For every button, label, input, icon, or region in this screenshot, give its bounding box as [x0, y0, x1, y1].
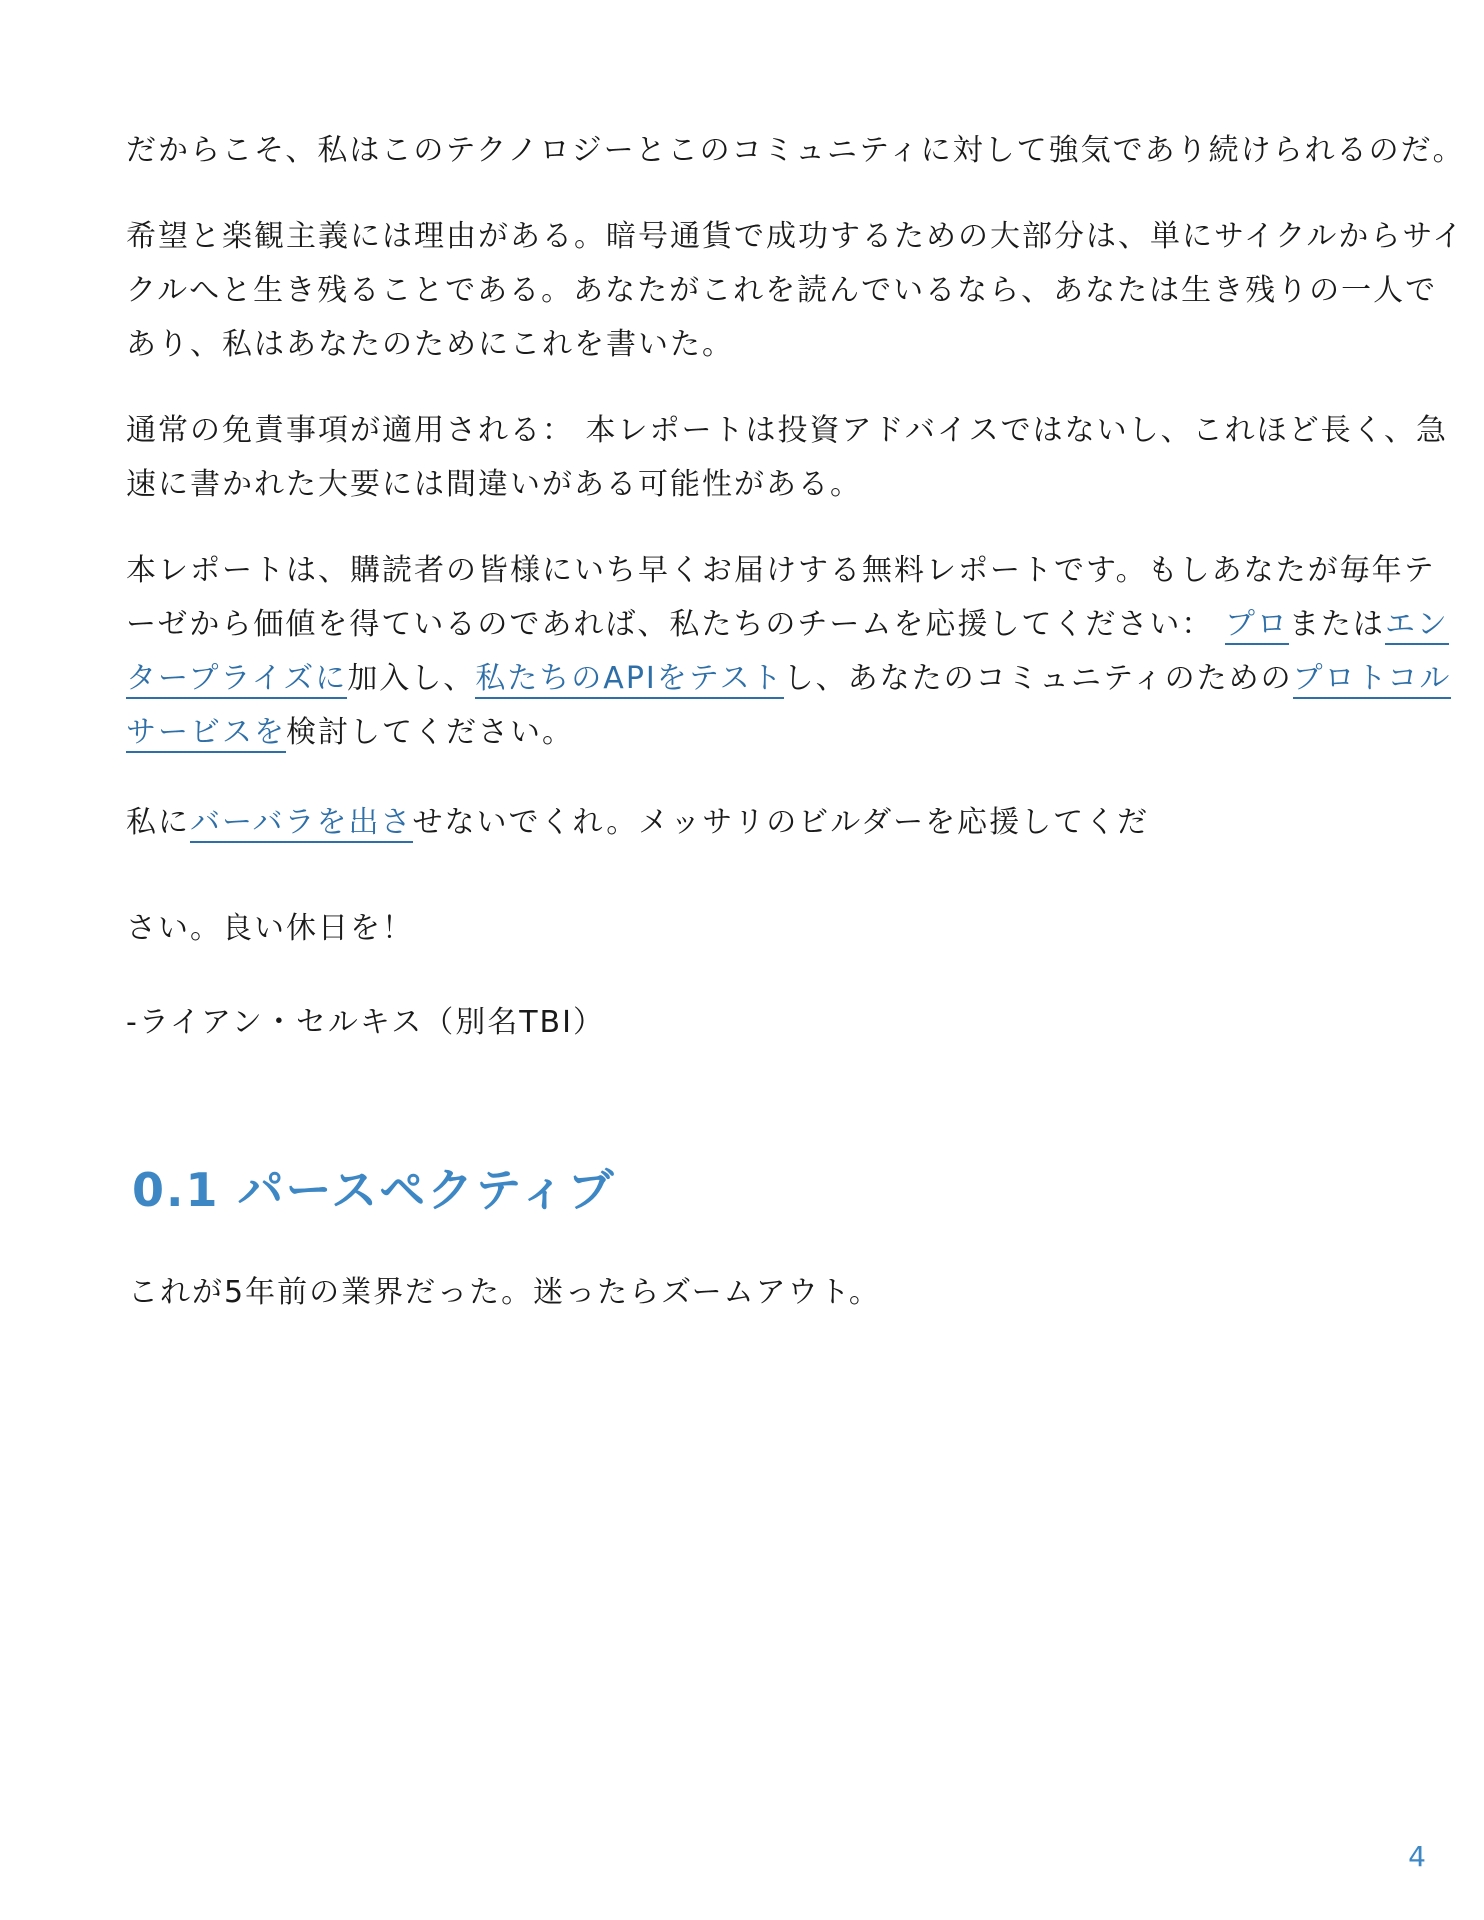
paragraph-barbara-continued: さい。良い休日を！ [126, 911, 414, 946]
page-number: 4 [1408, 1840, 1426, 1873]
report-text-3: 加入し、 [347, 661, 476, 696]
enterprise-link[interactable]: エンタープライズに [126, 607, 1449, 699]
report-text-1: 本レポートは、購読者の皆様にいち早くお届けする無料レポートです。もしあなたが毎年テーゼから価値を得ているのであれば、私たちのチームを応援してください： [126, 553, 1436, 642]
report-text-2: または [1288, 607, 1385, 642]
paragraph-intro: だからこそ、私はこのテクノロジーとこのコミュニティに対して強気であり続けられるのだ。 [126, 133, 1465, 168]
barbara-text-2: せないでくれ。メッサリのビルダーを応援してくだ [412, 805, 1150, 840]
paragraph-report [126, 544, 1466, 760]
pro-link[interactable]: プロ [1225, 607, 1289, 645]
api-test-link[interactable]: 私たちのAPIをテスト [475, 661, 783, 699]
report-text-4: し、あなたのコミュニティのための [783, 661, 1293, 696]
barbara-text-1: 私に [126, 805, 190, 840]
protocol-services-link[interactable]: プロトコルサービスを [126, 661, 1451, 753]
barbara-link[interactable]: バーバラを出さ [190, 805, 413, 843]
paragraph-disclaimer: 通常の免責事項が適用される： 本レポートは投資アドバイスではないし、これほど長く、急速に書かれた大要には間違いがある可能性がある。 [126, 413, 1449, 502]
paragraph-hope: 希望と楽観主義には理由がある。暗号通貨で成功するための大部分は、単にサイクルからサイクルへと生き残ることである。あなたがこれを読んでいるなら、あなたは生き残りの一人であり、私はあなたのためにこれを書いた。 [126, 219, 1465, 362]
signoff: -ライアン・セルキス（別名TBI） [126, 1005, 605, 1040]
page-content [126, 124, 1466, 1320]
paragraph-barbara [126, 796, 1466, 850]
section-heading: 0.1 パースペクティブ [132, 1163, 616, 1217]
report-text-5: 検討してください。 [286, 715, 574, 750]
paragraph-perspective: これが5年前の業界だった。迷ったらズームアウト。 [128, 1275, 881, 1310]
